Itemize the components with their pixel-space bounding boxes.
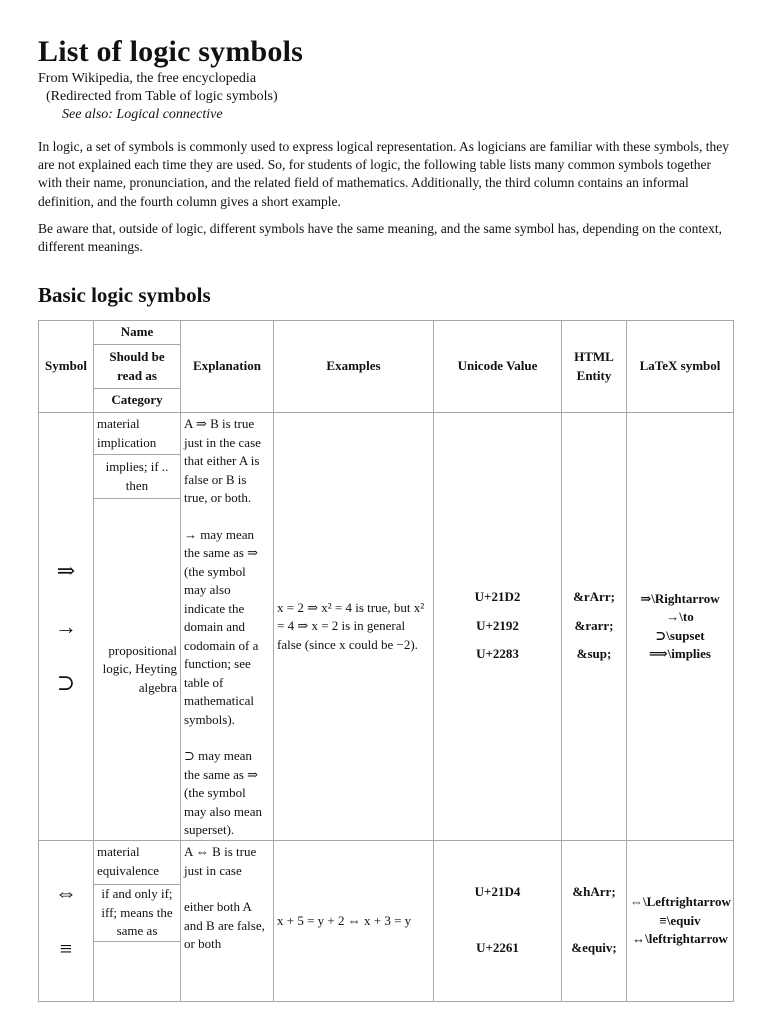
logic-symbols-table — [38, 320, 734, 1002]
latex-symbol: ⟹\implies — [649, 646, 711, 661]
caution-paragraph: Be aware that, outside of logic, different symbols have the same meaning, and the same symbol has, depending on the context, different meanings. — [38, 220, 722, 255]
right-arrow-symbol: → — [55, 613, 77, 639]
source-line: From Wikipedia, the free encyclopedia — [38, 71, 257, 86]
latex-symbol: ⊃\supset — [655, 627, 705, 643]
section-heading: Basic logic symbols — [38, 283, 211, 308]
latex-symbol: ≡\equiv — [659, 912, 701, 928]
row1-read-as: implies; if .. then — [94, 455, 181, 499]
unicode-value: U+21D2 — [474, 589, 521, 605]
row2-example: x + 5 = y + 2 ⇔ x + 3 = y — [274, 841, 434, 1002]
row1-unicode — [434, 413, 562, 841]
row2-latex — [627, 841, 734, 1002]
row1-explanation-2: → may mean the same as ⇒ (the symbol may also indicate the domain and codomain of a function; see table of mathematical symbols). — [184, 526, 259, 727]
latex-symbol: →\to — [666, 609, 694, 624]
row2-explanation-2: either both A and B are false, or both — [184, 899, 265, 951]
header-category: Category — [94, 389, 181, 413]
header-read-as: Should be read as — [94, 345, 181, 389]
row1-explanation — [181, 413, 274, 841]
html-entity: &rArr; — [573, 589, 615, 605]
row2-html-entity — [562, 841, 627, 1002]
redirect-notice[interactable]: (Redirected from Table of logic symbols) — [46, 89, 278, 104]
row2-unicode — [434, 841, 562, 1002]
row2-name: material equivalence — [94, 841, 181, 885]
header-examples: Examples — [274, 321, 434, 413]
row2-read-as: if and only if; iff; means the same as — [94, 885, 181, 942]
article — [38, 0, 734, 961]
row1-explanation-1: A ⇒ B is true just in the case that either A is false or B is true, or both. — [184, 416, 261, 505]
row1-symbols — [39, 413, 94, 841]
unicode-value: U+2261 — [476, 939, 519, 955]
html-entity: &equiv; — [571, 939, 617, 955]
row1-example: x = 2 ⇒ x² = 4 is true, but x² = 4 ⇒ x = 2 is in general false (since x could be −2). — [274, 413, 434, 841]
unicode-value: U+2283 — [476, 646, 519, 662]
header-latex: LaTeX symbol — [627, 321, 734, 413]
unicode-value: U+21D4 — [474, 884, 521, 900]
header-unicode: Unicode Value — [434, 321, 562, 413]
latex-symbol: ↔\leftrightarrow — [632, 931, 728, 946]
row1-latex — [627, 413, 734, 841]
equivalence-symbol: ≡ — [59, 935, 73, 961]
row1-category: propositional logic, Heyting algebra — [94, 499, 181, 841]
implies-double-arrow-symbol: ⇒ — [56, 557, 76, 583]
page-title: List of logic symbols — [38, 35, 304, 68]
row2-explanation-1: A ⇔ B is true just in case — [184, 844, 257, 878]
html-entity: &rarr; — [574, 617, 614, 633]
row1-html-entity — [562, 413, 627, 841]
row2-explanation — [181, 841, 274, 1002]
intro-paragraph: In logic, a set of symbols is commonly used to express logical representation. As logicians are familiar with these symbols, they are not explained each time they are used. So, for students of logic, the following table lists many common symbols together with their name, pronunciation, and the related field of mathematics. Additionally, the third column contains an informal definition, and the fourth column gives a short example. — [38, 139, 729, 209]
latex-symbol: ⇒\Rightarrow — [640, 590, 720, 606]
header-explanation: Explanation — [181, 321, 274, 413]
html-entity: &hArr; — [572, 884, 616, 900]
see-also-link[interactable]: See also: Logical connective — [62, 107, 223, 122]
row1-name: material implication — [94, 413, 181, 455]
header-symbol: Symbol — [39, 321, 94, 413]
html-entity: &sup; — [576, 646, 612, 662]
header-name: Name — [94, 321, 181, 345]
row1-explanation-3: ⊃ may mean the same as ⇒ (the symbol may also mean superset). — [184, 748, 262, 837]
header-html: HTML Entity — [562, 321, 627, 413]
row2-category — [94, 941, 181, 1001]
iff-double-arrow-symbol: ⇔ — [55, 879, 77, 905]
superset-symbol: ⊃ — [56, 669, 76, 695]
latex-symbol: ⇔\Leftrightarrow — [630, 894, 731, 909]
unicode-value: U+2192 — [476, 617, 519, 633]
row2-symbols — [39, 841, 94, 1002]
